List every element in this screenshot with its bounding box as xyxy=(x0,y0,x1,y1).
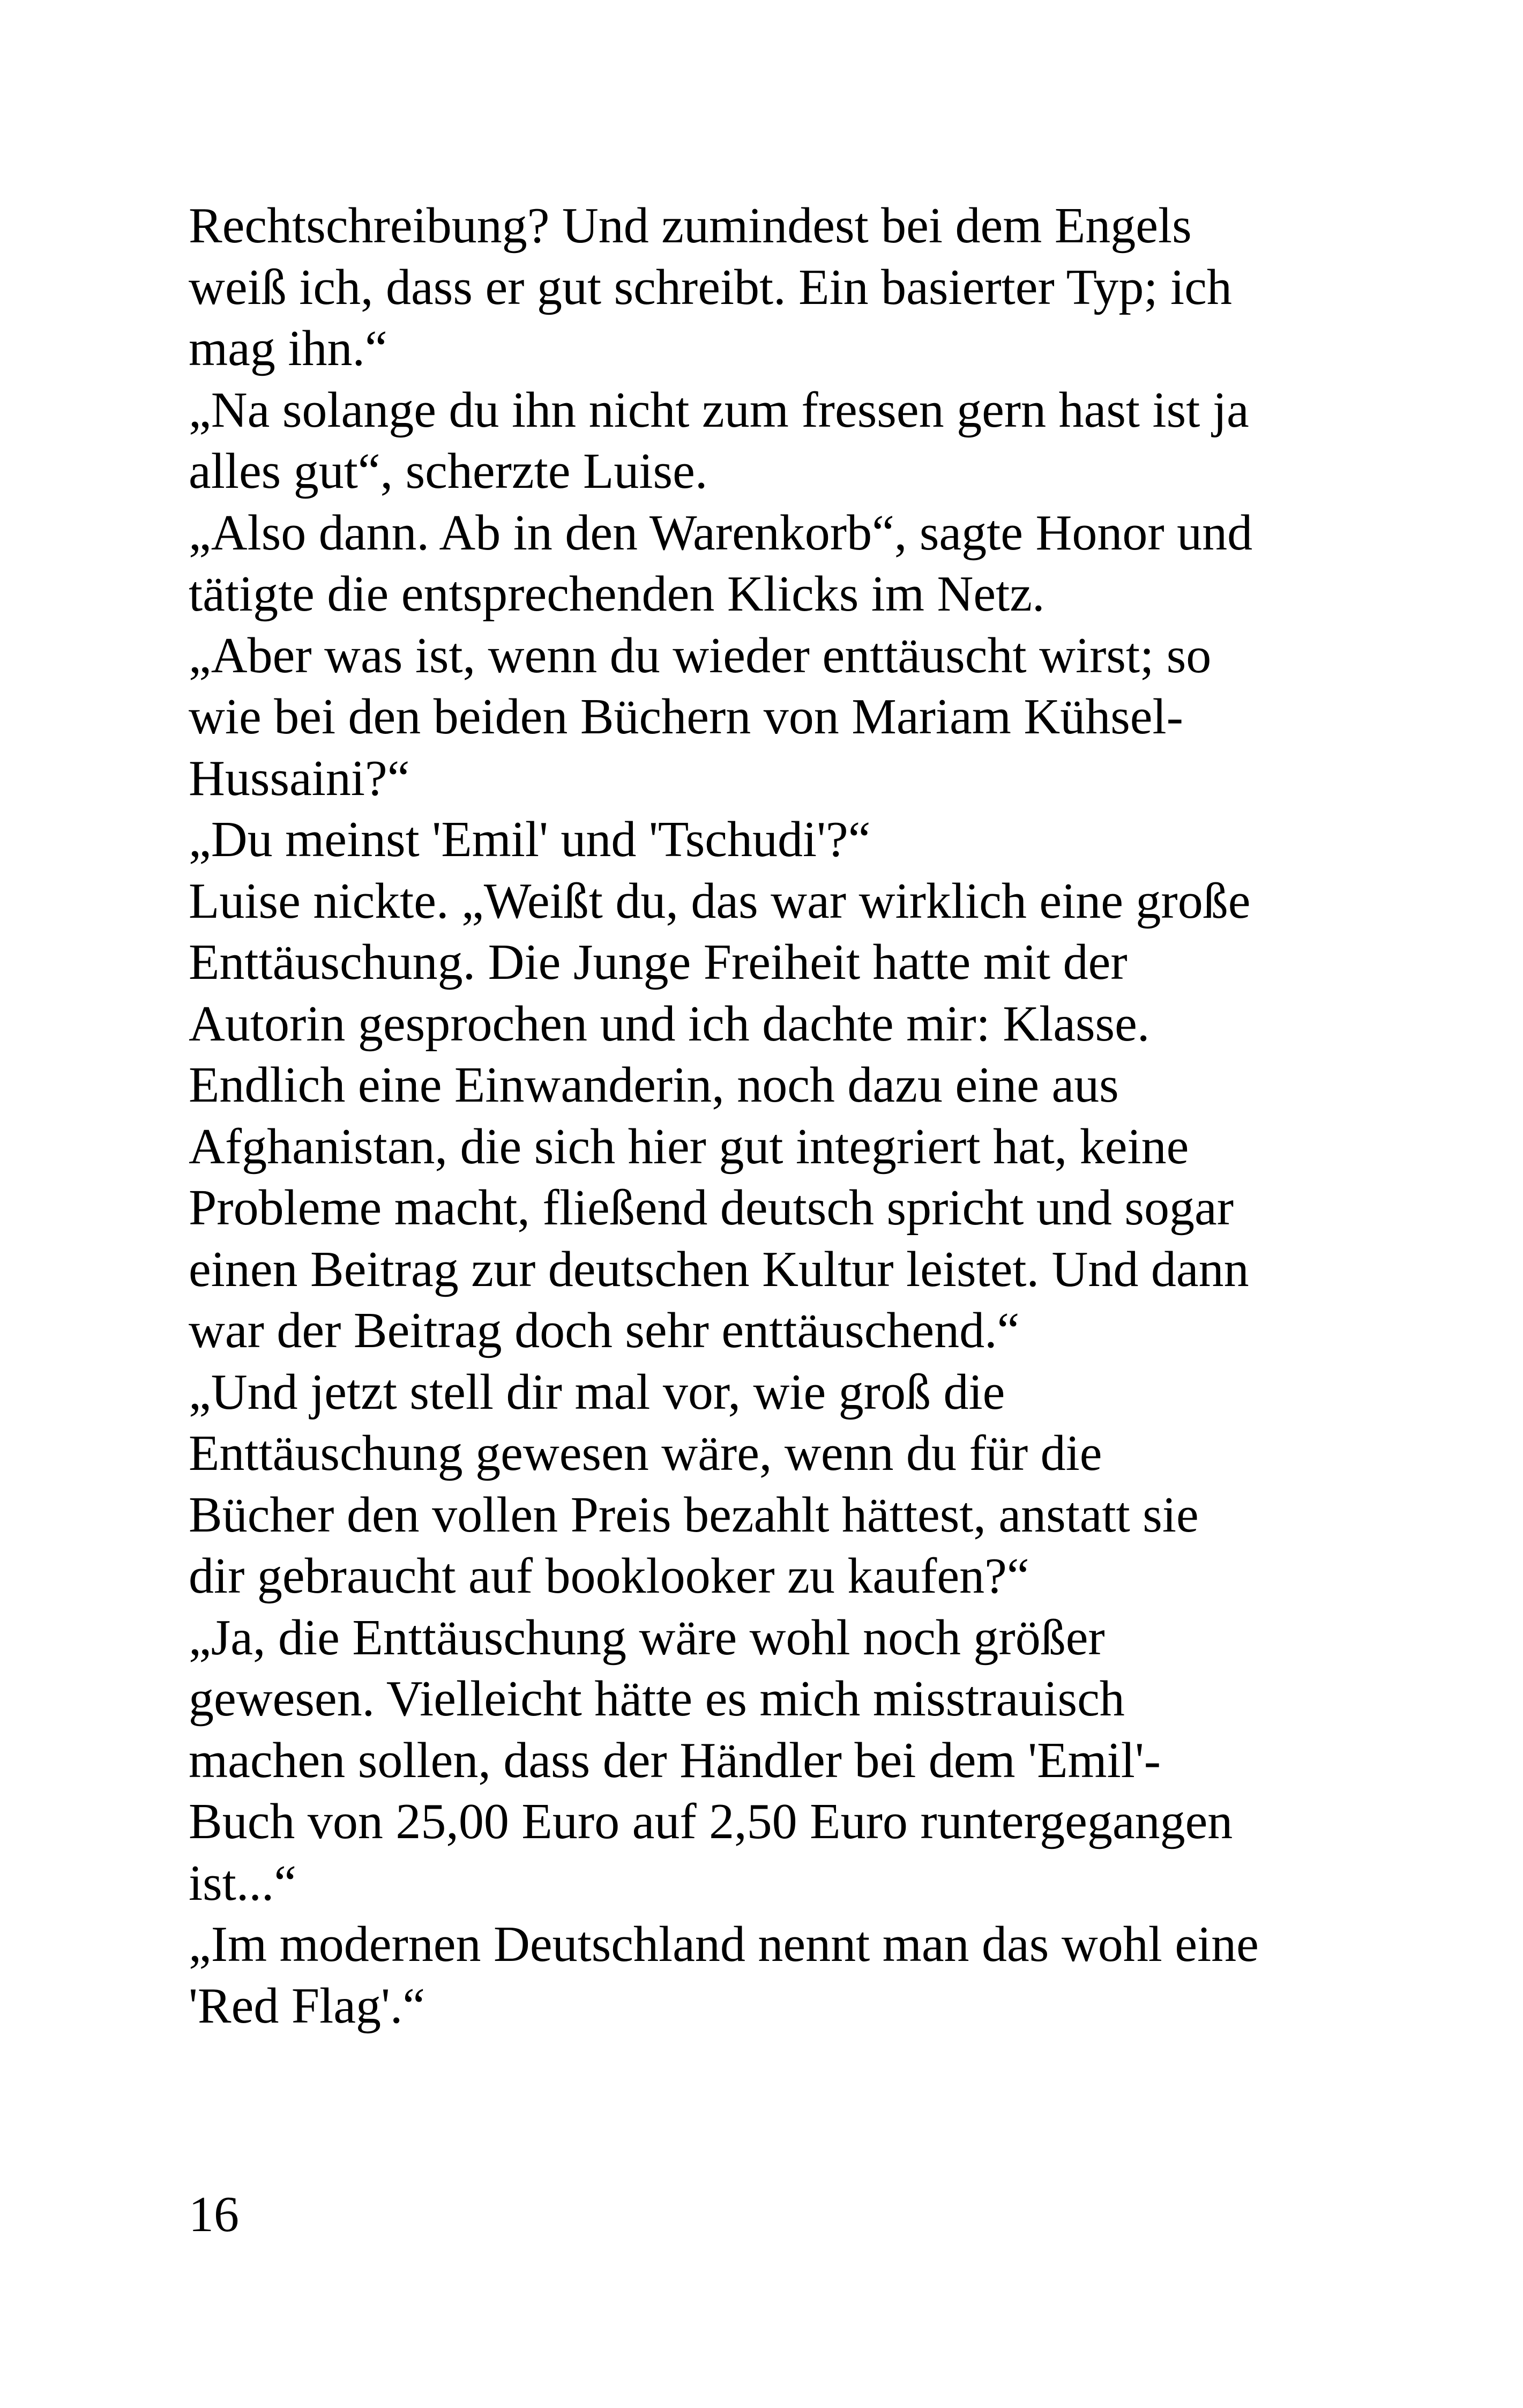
text-line: „Ja, die Enttäuschung wäre wohl noch größer xyxy=(189,1609,1105,1666)
text-line: Hussaini?“ xyxy=(189,750,410,806)
text-line: Probleme macht, fließend deutsch spricht und sogar xyxy=(189,1180,1234,1236)
text-line: alles gut“, scherzte Luise. xyxy=(189,443,708,499)
text-line: weiß ich, dass er gut schreibt. Ein basierter Typ; ich xyxy=(189,259,1232,315)
text-line: ist...“ xyxy=(189,1855,297,1911)
text-line: „Und jetzt stell dir mal vor, wie groß die xyxy=(189,1364,1005,1420)
text-line: Afghanistan, die sich hier gut integriert hat, keine xyxy=(189,1118,1189,1175)
text-line: Enttäuschung gewesen wäre, wenn du für die xyxy=(189,1425,1102,1481)
text-line: Autorin gesprochen und ich dachte mir: Klasse. xyxy=(189,995,1150,1052)
text-line: mag ihn.“ xyxy=(189,321,387,376)
text-line: wie bei den beiden Büchern von Mariam Kühsel- xyxy=(189,689,1183,745)
text-line: „Na solange du ihn nicht zum fressen gern hast ist ja xyxy=(189,382,1249,438)
text-line: 'Red Flag'.“ xyxy=(189,1978,425,2034)
text-line: Endlich eine Einwanderin, noch dazu eine aus xyxy=(189,1057,1119,1113)
text-line: dir gebraucht auf booklooker zu kaufen?“ xyxy=(189,1548,1029,1604)
text-line: „Aber was ist, wenn du wieder enttäuscht wirst; so xyxy=(189,627,1212,683)
page-number: 16 xyxy=(189,2187,239,2242)
text-line: war der Beitrag doch sehr enttäuschend.“ xyxy=(189,1303,1020,1358)
text-line: gewesen. Vielleicht hätte es mich misstrauisch xyxy=(189,1671,1125,1727)
text-line: Buch von 25,00 Euro auf 2,50 Euro runtergegangen xyxy=(189,1794,1233,1849)
text-line: tätigte die entsprechenden Klicks im Netz. xyxy=(189,566,1045,622)
text-line: „Also dann. Ab in den Warenkorb“, sagte Honor und xyxy=(189,504,1253,561)
text-line: machen sollen, dass der Händler bei dem 'Emil'- xyxy=(189,1732,1161,1788)
body-text xyxy=(189,195,1368,2037)
text-line: einen Beitrag zur deutschen Kultur leistet. Und dann xyxy=(189,1241,1249,1297)
text-line: Bücher den vollen Preis bezahlt hättest, anstatt sie xyxy=(189,1487,1199,1543)
text-line: „Im modernen Deutschland nennt man das wohl eine xyxy=(189,1916,1259,1972)
text-line: Enttäuschung. Die Junge Freiheit hatte mit der xyxy=(189,934,1128,990)
text-line: Rechtschreibung? Und zumindest bei dem Engels xyxy=(189,198,1192,254)
text-line: „Du meinst 'Emil' und 'Tschudi'?“ xyxy=(189,812,871,867)
text-line: Luise nickte. „Weißt du, das war wirklich eine große xyxy=(189,873,1251,929)
